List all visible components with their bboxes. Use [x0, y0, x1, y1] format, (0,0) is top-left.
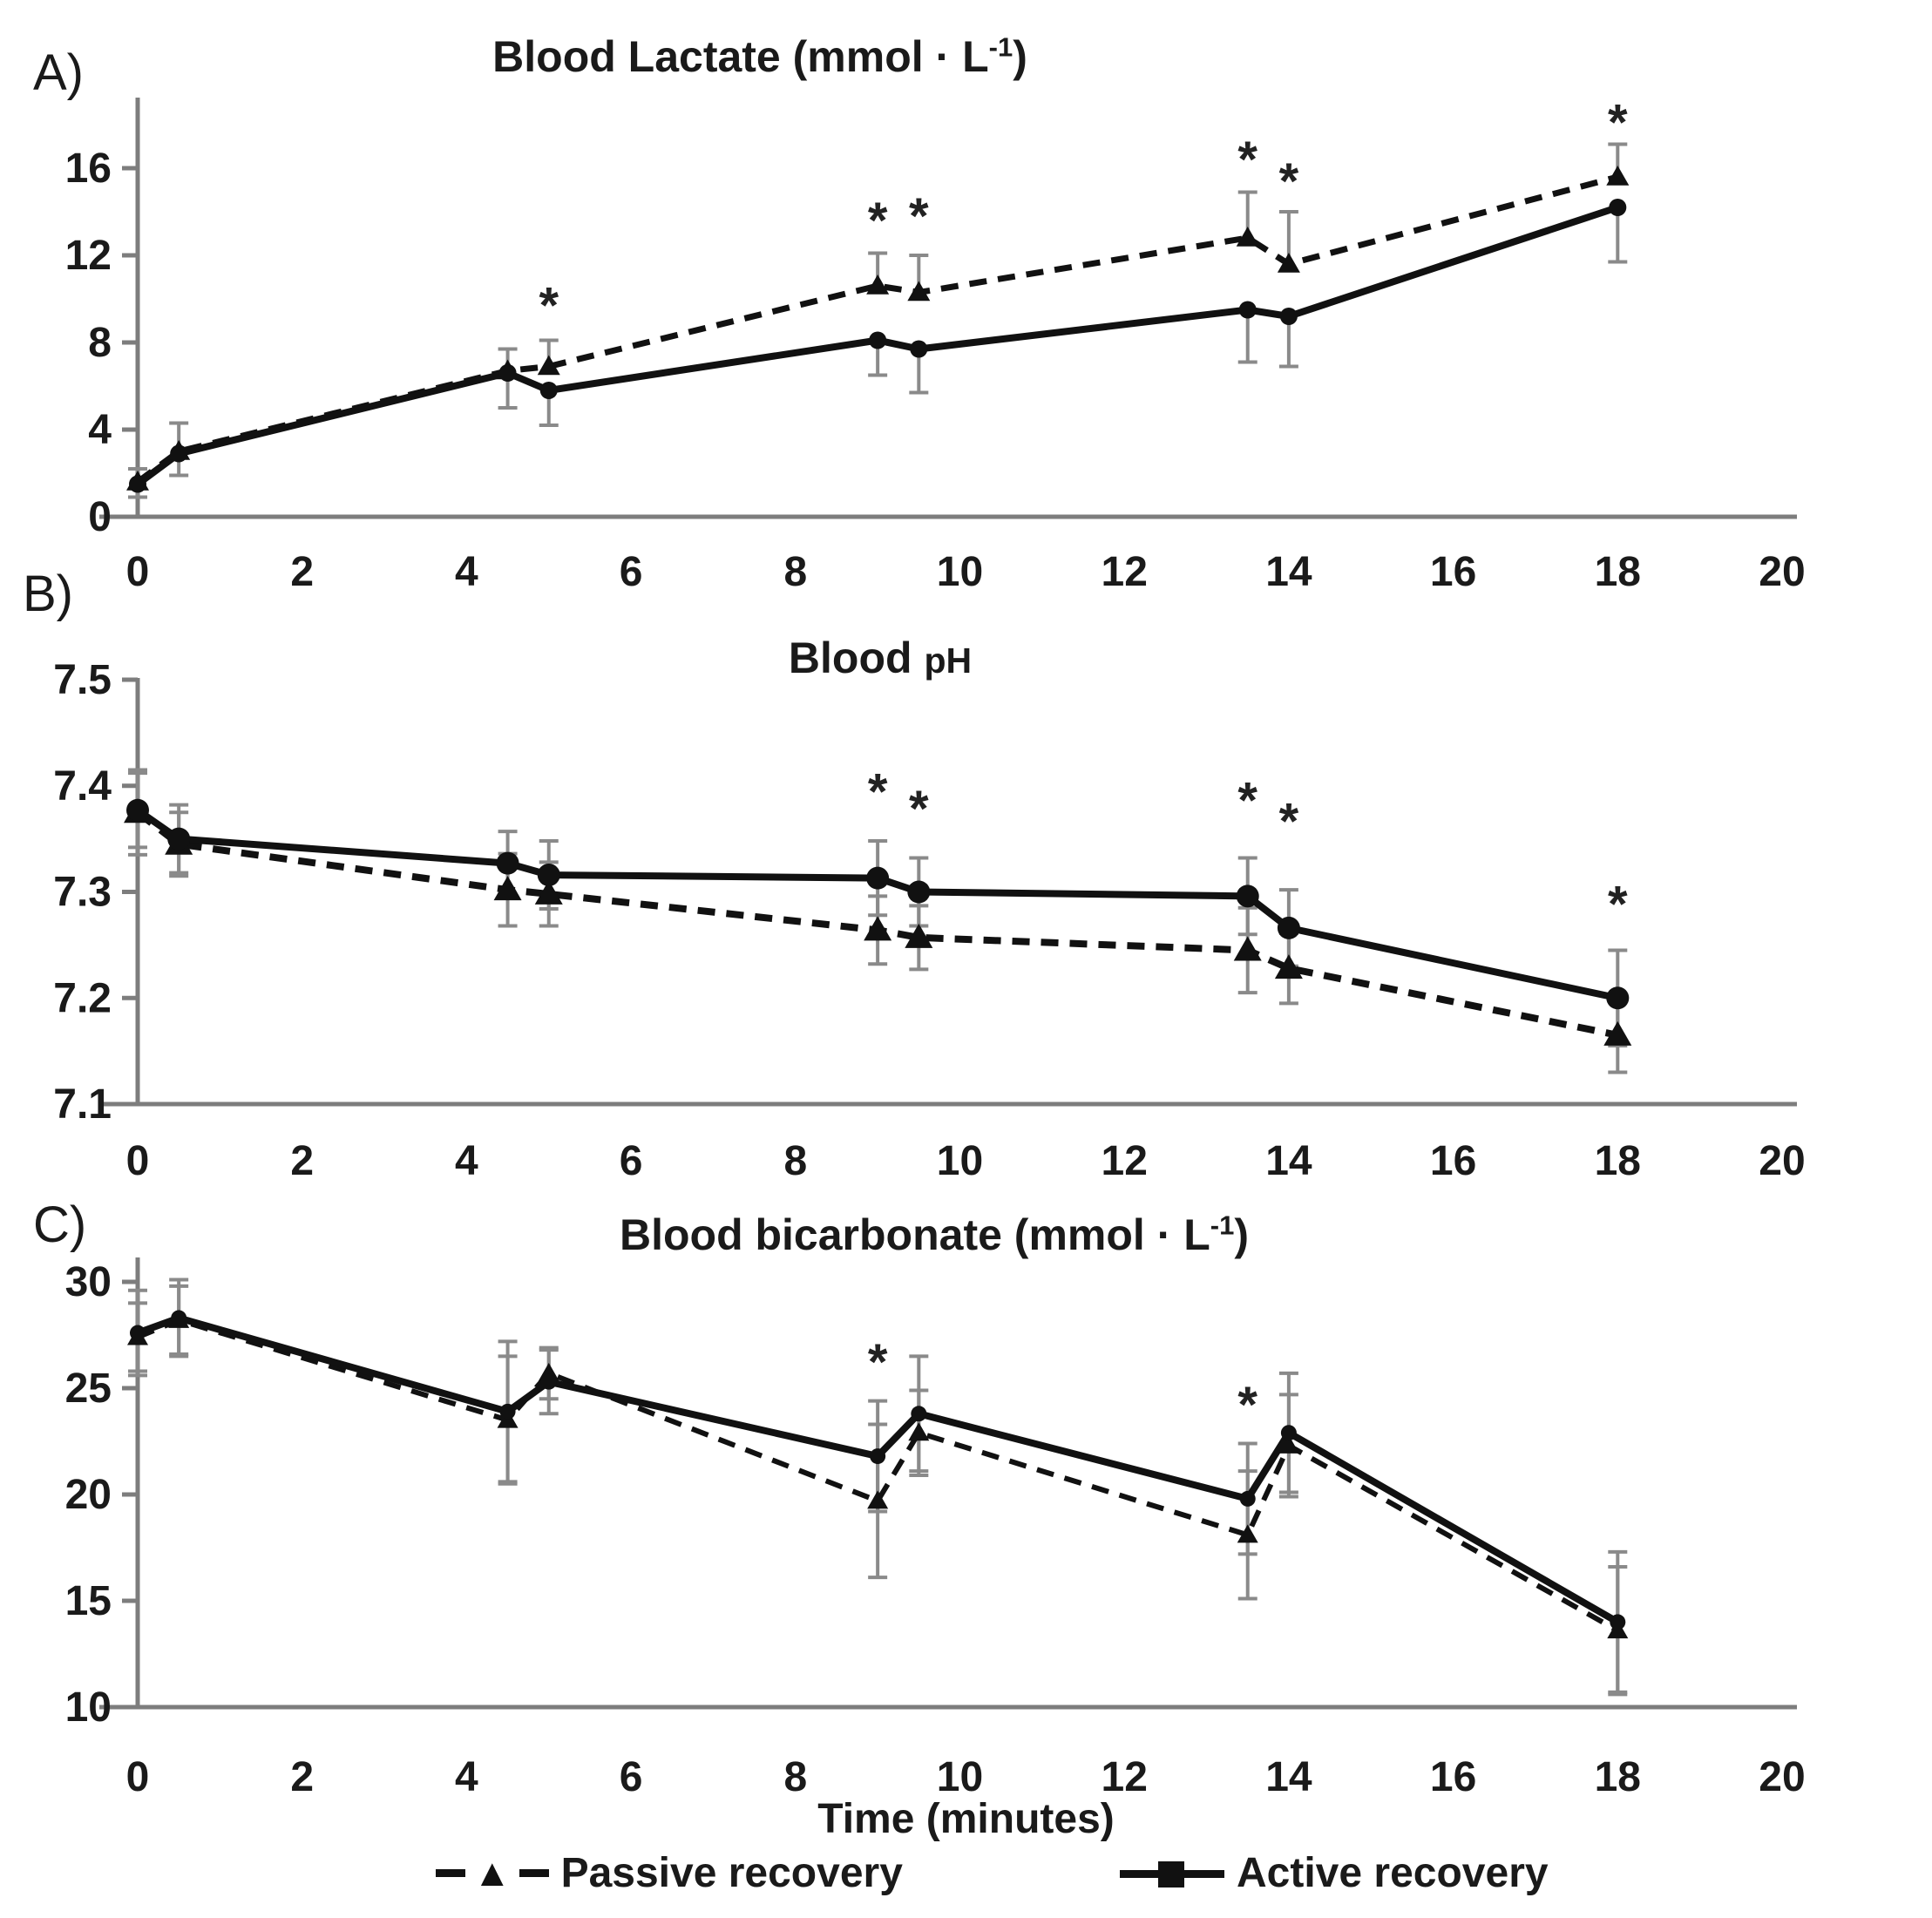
active-line-sample-icon — [1120, 1854, 1224, 1893]
panel-a-title-close: ) — [1013, 32, 1027, 81]
svg-text:20: 20 — [1759, 1138, 1806, 1184]
panel-b-plot — [53, 657, 1805, 1184]
svg-text:20: 20 — [1759, 549, 1806, 595]
svg-text:8: 8 — [783, 1754, 808, 1800]
panel-c-title-text: Blood bicarbonate (mmol · L — [619, 1210, 1210, 1259]
dash-icon — [436, 1869, 465, 1877]
panel-c-title — [620, 1210, 1249, 1260]
svg-text:16: 16 — [1429, 1138, 1477, 1184]
svg-text:*: * — [1608, 94, 1628, 152]
svg-text:0: 0 — [125, 1754, 150, 1800]
svg-text:8: 8 — [783, 1138, 808, 1184]
triangle-marker-icon: ▲ — [473, 1851, 512, 1894]
panel-a-letter: A) — [33, 44, 84, 101]
svg-text:25: 25 — [64, 1366, 112, 1412]
svg-text:16: 16 — [1429, 549, 1477, 595]
svg-text:15: 15 — [64, 1578, 112, 1624]
svg-text:0: 0 — [125, 549, 150, 595]
panel-a-title-text: Blood Lactate (mmol · L — [492, 32, 989, 81]
square-marker-icon — [1158, 1861, 1184, 1888]
panel-c-plot — [65, 1257, 1806, 1800]
svg-text:*: * — [867, 1334, 888, 1392]
svg-text:*: * — [909, 188, 929, 245]
svg-text:4: 4 — [455, 1138, 478, 1184]
svg-text:14: 14 — [1265, 1754, 1312, 1800]
x-axis-label: Time (minutes) — [817, 1796, 1115, 1842]
svg-text:20: 20 — [64, 1472, 112, 1518]
svg-text:10: 10 — [64, 1684, 112, 1731]
svg-text:*: * — [1237, 132, 1258, 188]
legend-active-label: Active recovery — [1237, 1850, 1549, 1896]
svg-text:8: 8 — [783, 549, 808, 595]
svg-text:*: * — [1237, 772, 1258, 830]
svg-text:*: * — [867, 763, 888, 821]
svg-text:*: * — [539, 277, 559, 335]
panel-b-title — [789, 633, 972, 683]
svg-text:12: 12 — [1101, 549, 1148, 595]
svg-text:14: 14 — [1265, 549, 1312, 595]
svg-text:7.1: 7.1 — [53, 1081, 112, 1128]
legend-item-active — [1120, 1849, 1549, 1897]
panel-b-letter: B) — [23, 566, 73, 622]
svg-text:12: 12 — [1101, 1138, 1148, 1184]
svg-text:6: 6 — [619, 1754, 643, 1800]
svg-text:4: 4 — [88, 407, 112, 453]
svg-text:18: 18 — [1594, 1754, 1641, 1800]
svg-text:*: * — [1608, 876, 1628, 933]
svg-text:10: 10 — [936, 549, 984, 595]
svg-text:30: 30 — [64, 1259, 112, 1305]
svg-text:*: * — [867, 193, 888, 249]
legend-item-passive — [436, 1849, 903, 1897]
svg-text:2: 2 — [290, 549, 315, 595]
legend-passive-label: Passive recovery — [560, 1850, 903, 1896]
panel-a-plot — [65, 95, 1806, 596]
svg-text:8: 8 — [88, 320, 112, 366]
svg-text:*: * — [1278, 793, 1299, 851]
svg-text:14: 14 — [1265, 1138, 1312, 1184]
svg-text:0: 0 — [125, 1138, 150, 1184]
panel-b-title-text: Blood — [788, 634, 925, 682]
svg-text:16: 16 — [1429, 1754, 1477, 1800]
svg-text:2: 2 — [290, 1754, 315, 1800]
svg-text:10: 10 — [936, 1754, 984, 1800]
svg-text:*: * — [909, 781, 929, 838]
svg-text:7.5: 7.5 — [53, 657, 112, 703]
panel-c-letter: C) — [33, 1196, 87, 1253]
svg-text:*: * — [1278, 153, 1299, 210]
svg-text:6: 6 — [619, 1138, 643, 1184]
svg-text:4: 4 — [455, 1754, 478, 1800]
panel-b-title-ph: pH — [924, 640, 973, 681]
svg-text:*: * — [1237, 1377, 1258, 1434]
svg-text:4: 4 — [455, 549, 478, 595]
svg-text:7.4: 7.4 — [53, 762, 112, 810]
svg-text:6: 6 — [619, 549, 643, 595]
dash-icon — [519, 1869, 549, 1877]
panel-c-title-sup: -1 — [1210, 1210, 1235, 1241]
svg-text:0: 0 — [88, 494, 112, 540]
svg-text:7.3: 7.3 — [53, 869, 112, 916]
panel-a-title — [492, 31, 1027, 82]
svg-text:2: 2 — [290, 1138, 315, 1184]
svg-text:12: 12 — [64, 233, 112, 279]
svg-text:7.2: 7.2 — [53, 975, 112, 1022]
svg-text:10: 10 — [936, 1138, 984, 1184]
panel-a-title-sup: -1 — [988, 31, 1013, 63]
passive-line-sample-icon — [436, 1851, 549, 1894]
svg-text:12: 12 — [1101, 1754, 1148, 1800]
svg-text:18: 18 — [1594, 549, 1641, 595]
svg-text:20: 20 — [1759, 1754, 1806, 1800]
svg-text:18: 18 — [1594, 1138, 1641, 1184]
svg-text:16: 16 — [64, 146, 112, 192]
panel-c-title-close: ) — [1234, 1210, 1250, 1259]
